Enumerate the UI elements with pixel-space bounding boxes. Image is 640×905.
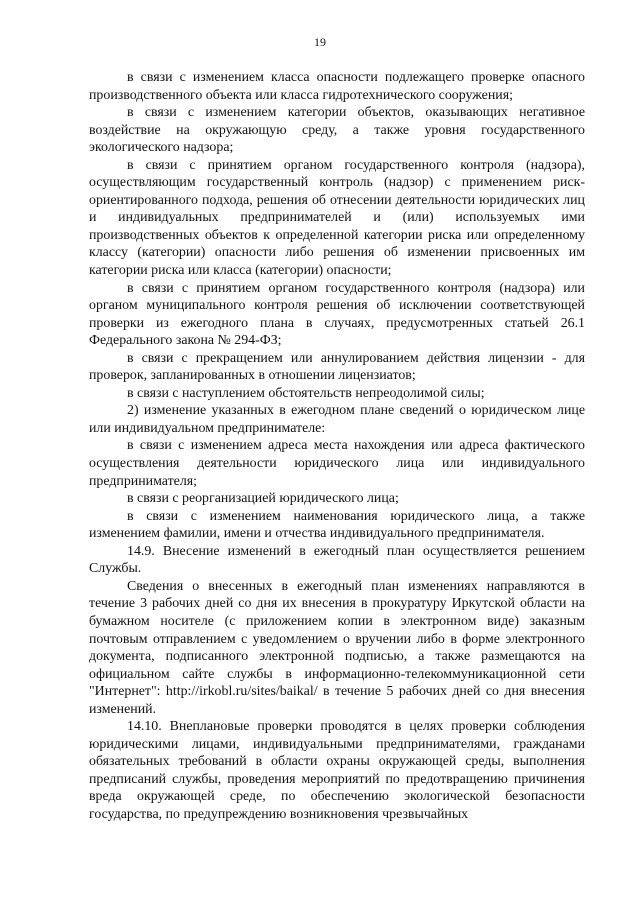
paragraph-risk-category-decision: в связи с принятием органом государственного контроля (надзора), осуществляющим государственный контроль (надзор) с применением риск-ориентированного подхода, решения об отнесении деятельности юридических лиц и индивидуальных предпринимателей и (или) используемых ими производственных объектов к определенной категории риска или определенному классу (категории) опасности либо решения об изменении присвоенных им категории риска или класса (категории) опасности;	[89, 157, 585, 279]
paragraph-exclusion-decision: в связи с принятием органом государственного контроля (надзора) или органом муниципального контроля решения об исключении соответствующей проверки из ежегодного плана в случаях, предусмотренных статьей 26.1 Федерального закона № 294-ФЗ;	[89, 280, 585, 349]
paragraph-name-change: в связи с изменением наименования юридического лица, а также изменением фамилии, имени и отчества индивидуального предпринимателя.	[89, 508, 585, 542]
paragraph-14-9: 14.9. Внесение изменений в ежегодный план осуществляется решением Службы.	[89, 543, 585, 577]
page-number: 19	[314, 35, 326, 49]
paragraph-address-change: в связи с изменением адреса места нахождения или адреса фактического осуществления деятельности юридического лица или индивидуального предпринимателя;	[89, 438, 585, 489]
paragraph-14-10: 14.10. Внеплановые проверки проводятся в целях проверки соблюдения юридическими лицами, индивидуальными предпринимателями, гражданами обязательных требований в области охраны окружающей среды, выполнения предписаний службы, проведения мероприятий по предотвращению причинения вреда окружающей среде, по обеспечению экологической безопасности государства, по предупреждению возникновения чрезвычайных	[89, 719, 585, 822]
paragraph-force-majeure: в связи с наступлением обстоятельств непреодолимой силы;	[127, 385, 485, 401]
paragraph-reorganization: в связи с реорганизацией юридического лица;	[127, 491, 399, 507]
paragraph-info-change: 2) изменение указанных в ежегодном плане сведений о юридическом лице или индивидуальном предпринимателе:	[89, 403, 585, 436]
paragraph-hazard-class-change: в связи с изменением класса опасности подлежащего проверке опасного производственного объекта или класса гидротехнического сооружения;	[89, 70, 585, 103]
paragraph-object-category-change: в связи с изменением категории объектов, оказывающих негативное воздействие на окружающую среду, а также уровня государственного экологического надзора;	[89, 105, 585, 156]
paragraph-change-notification: Сведения о внесенных в ежегодный план изменениях направляются в течение 3 рабочих дней со дня их внесения в прокуратуру Иркутской области на бумажном носителе (с приложением копии в электронном виде) заказным почтовым отправлением с уведомлением о вручении либо в форме электронного документа, подписанного электронной подписью, а также размещаются на официальном сайте службы в информационно-телекоммуникационной сети "Интернет": http://irkobl.ru/sites/baikal/ в течение 5 рабочих дней со дня внесения изменений.	[89, 578, 585, 717]
document-body	[89, 69, 585, 824]
paragraph-license-termination: в связи с прекращением или аннулированием действия лицензии - для проверок, запланированных в отношении лицензиатов;	[89, 350, 585, 384]
